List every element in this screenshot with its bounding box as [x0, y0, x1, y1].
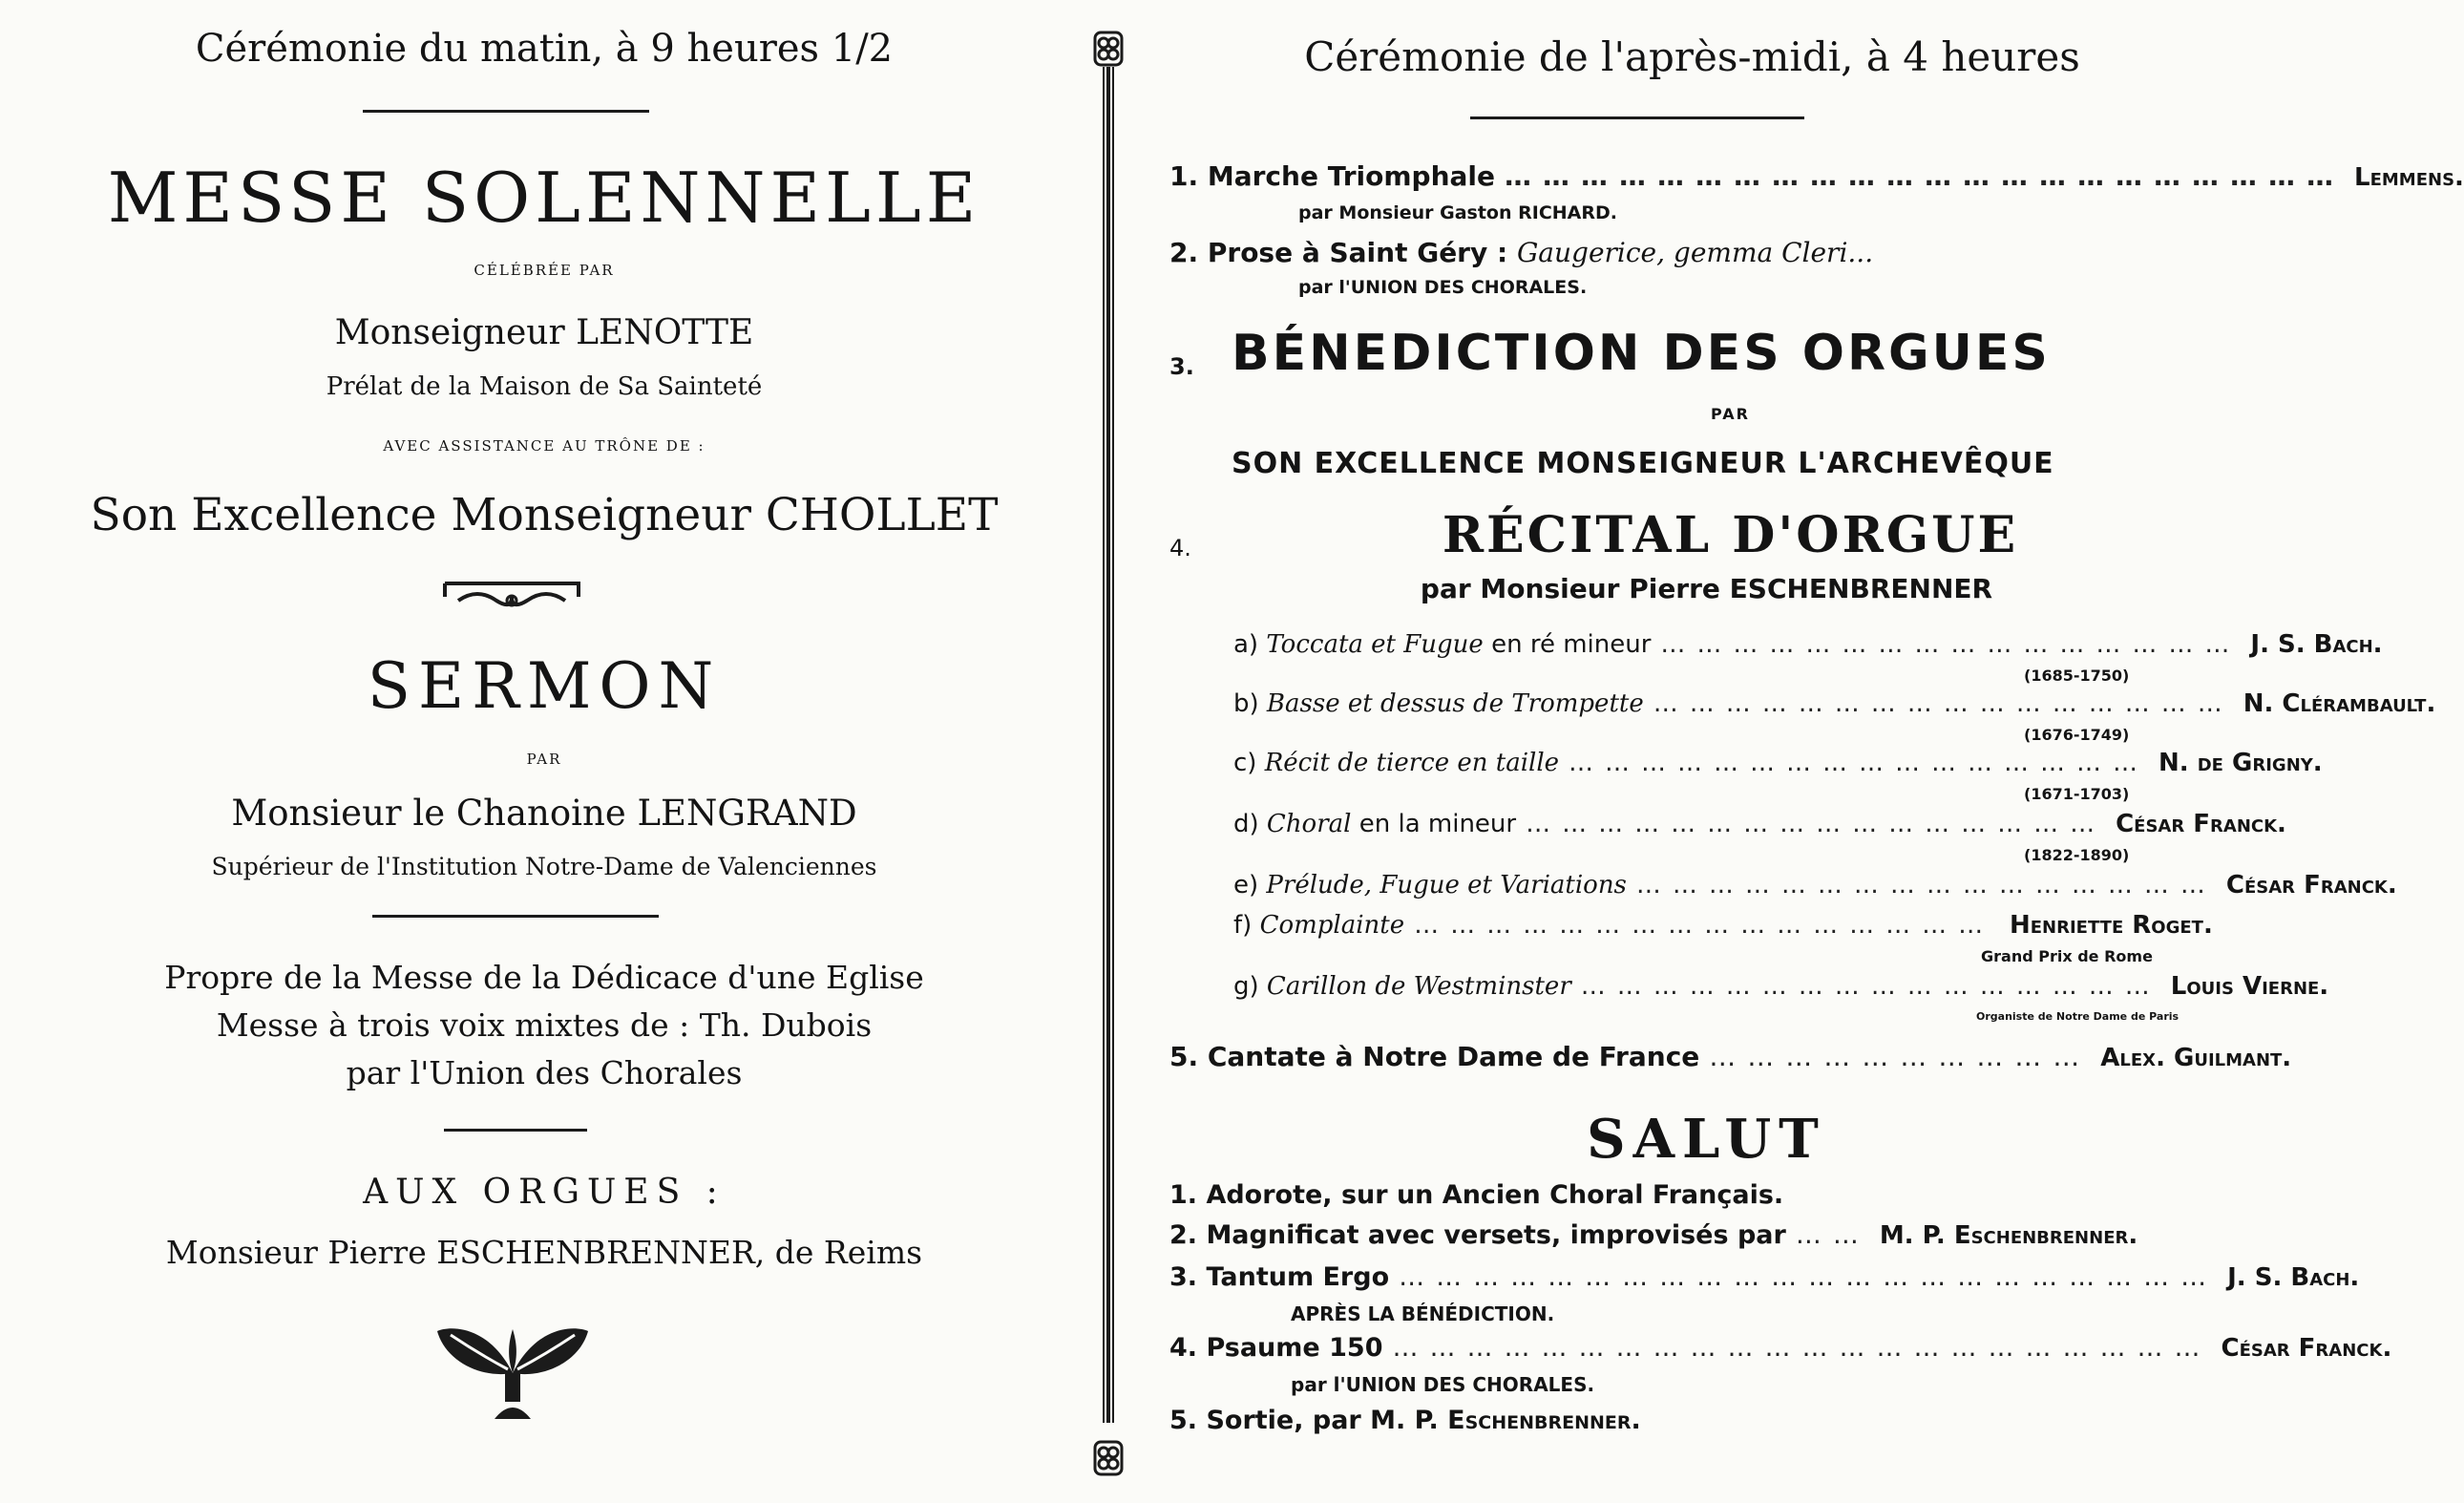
recital-title-rest: en ré mineur	[1483, 630, 1652, 659]
leader-dots: …………………………………………	[1653, 689, 2234, 718]
item-1-performer: par Monsieur Gaston RICHARD.	[1298, 202, 1617, 223]
recital-item-d	[1233, 810, 2286, 848]
item-1-title: 1. Marche Triomphale	[1169, 160, 1496, 192]
header-rule	[363, 110, 649, 113]
celebrant-title: Prélat de la Maison de Sa Sainteté	[326, 372, 763, 401]
recital-composer: N. de Grigny.	[2159, 749, 2323, 777]
recital-composer: César Franck.	[2116, 810, 2286, 838]
recital-composer: César Franck.	[2225, 871, 2397, 900]
recital-letter: e)	[1233, 871, 1259, 900]
item-4-title: RÉCITAL D'ORGUE	[1442, 506, 2019, 564]
salut-item-3-note: APRÈS LA BÉNÉDICTION.	[1291, 1302, 1555, 1325]
salut-item-4-title: 4. Psaume 150	[1169, 1333, 1383, 1363]
recital-item-e	[1233, 871, 2397, 909]
morning-header: Cérémonie du matin, à 9 heures 1/2	[195, 27, 894, 71]
item-5-title: 5. Cantate à Notre Dame de France	[1169, 1041, 1700, 1072]
leader-dots: …………………………………………	[1526, 810, 2107, 838]
preacher-title: Supérieur de l'Institution Notre-Dame de Valenciennes	[211, 853, 877, 880]
salut-item-5-name: Eschenbrenner.	[1447, 1406, 1641, 1435]
assistance-label: AVEC ASSISTANCE AU TRÔNE DE :	[383, 437, 706, 455]
recital-letter: g)	[1233, 972, 1259, 1001]
recital-title: Complainte	[1259, 911, 1405, 940]
salut-item-2-composer: M. P. Eschenbrenner.	[1879, 1221, 2138, 1250]
item-3-by: SON EXCELLENCE MONSEIGNEUR L'ARCHEVÊQUE	[1232, 447, 2054, 480]
recital-composer: Henriette Roget.	[2010, 911, 2213, 940]
organ-heading: AUX ORGUES :	[363, 1173, 726, 1212]
recital-item-g	[1233, 972, 2329, 1010]
mass-title: MESSE SOLENNELLE	[107, 158, 981, 238]
recital-dates-c: (1671-1703)	[2024, 785, 2130, 803]
item-3-par: PAR	[1711, 405, 1750, 423]
recital-dates-f: Grand Prix de Rome	[1981, 947, 2153, 965]
recital-letter: a)	[1233, 630, 1259, 659]
proper-line-1: Propre de la Messe de la Dédicace d'une Eglise	[164, 959, 924, 996]
leader-dots: …………………………………………………………	[1505, 160, 2346, 192]
salut-item-2-title: 2. Magnificat avec versets, improvisés par	[1169, 1220, 1786, 1250]
afternoon-header: Cérémonie de l'après-midi, à 4 heures	[1304, 33, 2080, 80]
recital-item-a	[1233, 630, 2383, 668]
recital-letter: d)	[1233, 810, 1259, 838]
salut-item-3	[1169, 1262, 2360, 1301]
salut-item-4	[1169, 1333, 2392, 1371]
salut-item-3-title: 3. Tantum Ergo	[1169, 1262, 1390, 1292]
recital-composer: Louis Vierne.	[2170, 972, 2329, 1001]
leader-dots: …………………………………………………………	[1392, 1333, 2212, 1363]
leader-dots: ……	[1795, 1220, 1870, 1250]
leader-dots: …………………………………………	[1660, 630, 2242, 659]
item-5-composer: Alex. Guilmant.	[2100, 1044, 2292, 1072]
proper-line-3: par l'Union des Chorales	[346, 1054, 743, 1091]
program-item-2	[1169, 237, 1873, 268]
recital-dates-a: (1685-1750)	[2024, 667, 2130, 685]
recital-title-rest: en la mineur	[1351, 810, 1517, 838]
leader-dots: …………………………………………	[1414, 911, 1995, 940]
assistant-name: Son Excellence Monseigneur CHOLLET	[90, 489, 999, 541]
salut-item-4-composer: César Franck.	[2221, 1334, 2392, 1363]
salut-item-2	[1169, 1220, 2229, 1259]
leaf-ornament-icon	[432, 1316, 594, 1423]
item-2-incipit: Gaugerice, gemma Cleri...	[1516, 237, 1874, 268]
leader-dots: …………………………………………	[1580, 972, 2161, 1001]
recital-composer: J. S. Bach.	[2250, 630, 2383, 659]
program-item-1	[1169, 160, 2464, 199]
recital-item-c	[1233, 749, 2323, 787]
recital-dates-g: Organiste de Notre Dame de Paris	[1976, 1010, 2180, 1023]
recital-letter: b)	[1233, 689, 1259, 718]
ornament-scroll-icon	[439, 576, 584, 614]
item-1-composer: Lemmens.	[2354, 163, 2464, 192]
item-2-title: 2. Prose à Saint Géry :	[1169, 237, 1517, 268]
recital-title: Choral	[1266, 810, 1352, 838]
salut-title: SALUT	[1587, 1108, 1826, 1171]
item-3-title: BÉNEDICTION DES ORGUES	[1232, 325, 2051, 382]
recital-dates-d: (1822-1890)	[2024, 846, 2130, 864]
item-3-number: 3.	[1169, 353, 1194, 380]
recital-dates-b: (1676-1749)	[2024, 726, 2130, 744]
afternoon-ceremony-page	[1127, 0, 2464, 1503]
recital-composer: N. Clérambault.	[2243, 689, 2436, 718]
morning-ceremony-page	[0, 0, 1088, 1503]
leader-dots: …………………………………………………………	[1399, 1262, 2219, 1292]
sermon-rule	[372, 915, 659, 918]
afternoon-header-rule	[1470, 116, 1804, 119]
program-item-5	[1169, 1041, 2292, 1079]
sermon-title: SERMON	[367, 649, 722, 723]
item-4-by: par Monsieur Pierre ESCHENBRENNER	[1420, 573, 1993, 604]
recital-title: Basse et dessus de Trompette	[1266, 689, 1644, 718]
recital-title: Récit de tierce en taille	[1264, 749, 1560, 777]
salut-item-3-composer: J. S. Bach.	[2227, 1263, 2360, 1292]
leader-dots: …………………………………………	[1635, 871, 2217, 900]
celebrated-by-label: CÉLÉBRÉE PAR	[474, 262, 615, 279]
recital-title: Prélude, Fugue et Variations	[1266, 871, 1627, 900]
organist-name: Monsieur Pierre ESCHENBRENNER, de Reims	[165, 1234, 923, 1271]
proper-rule	[444, 1129, 587, 1132]
salut-item-5	[1169, 1406, 1641, 1435]
preacher-name: Monsieur le Chanoine LENGRAND	[231, 793, 857, 834]
salut-item-1: 1. Adorote, sur un Ancien Choral Français.	[1169, 1180, 1784, 1210]
sermon-par-label: PAR	[526, 751, 562, 768]
proper-line-2: Messe à trois voix mixtes de : Th. Dubois	[216, 1006, 873, 1044]
recital-letter: f)	[1233, 911, 1253, 940]
celebrant-name: Monseigneur LENOTTE	[334, 313, 754, 352]
recital-title: Toccata et Fugue	[1266, 630, 1484, 659]
item-4-number: 4.	[1169, 535, 1191, 561]
recital-letter: c)	[1233, 749, 1257, 777]
recital-title: Carillon de Westminster	[1266, 972, 1571, 1001]
item-2-performer: par l'UNION DES CHORALES.	[1298, 277, 1588, 298]
center-divider	[1091, 29, 1126, 1480]
leader-dots: …………………………	[1709, 1041, 2092, 1072]
recital-item-b	[1233, 689, 2436, 728]
recital-item-f	[1233, 911, 2229, 949]
salut-item-4-performer: par l'UNION DES CHORALES.	[1291, 1373, 1595, 1396]
salut-item-5-title: 5. Sortie, par M. P.	[1169, 1406, 1448, 1435]
leader-dots: …………………………………………	[1569, 749, 2150, 777]
